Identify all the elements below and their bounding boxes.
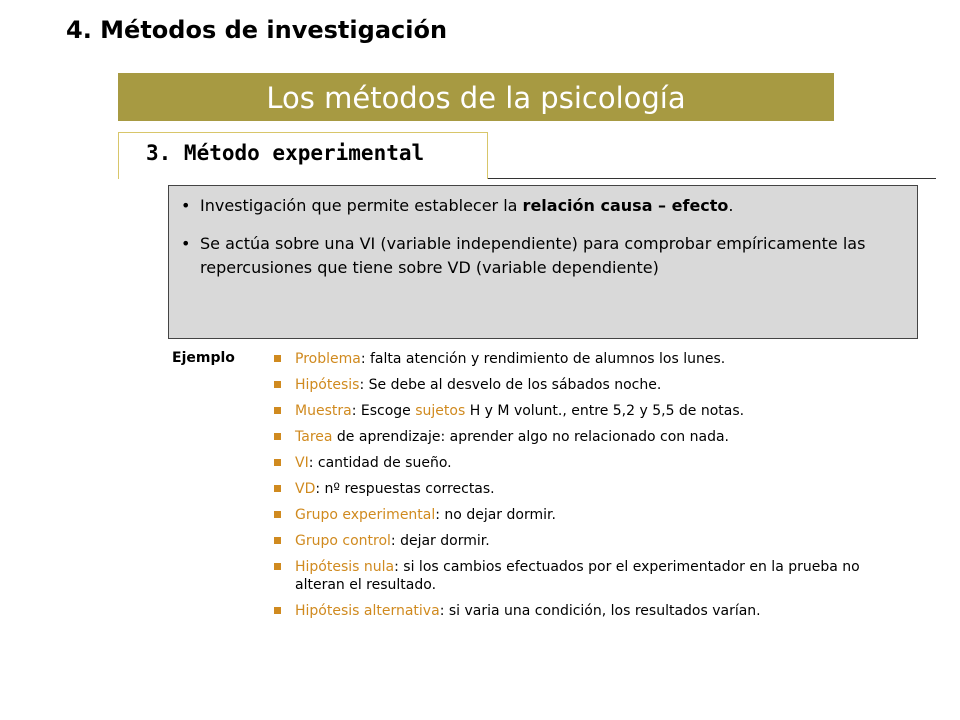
term: Hipótesis bbox=[295, 377, 360, 393]
definition-point-1 bbox=[181, 194, 903, 218]
term: Grupo experimental bbox=[295, 507, 436, 523]
term: Hipótesis nula bbox=[295, 559, 395, 575]
description: : cantidad de sueño. bbox=[308, 455, 452, 471]
square-bullet-icon bbox=[274, 537, 281, 544]
list-item bbox=[272, 350, 912, 368]
subtitle-underline bbox=[488, 178, 936, 179]
term: Muestra bbox=[295, 403, 352, 419]
description: H y M volunt., entre 5,2 y 5,5 de notas. bbox=[465, 403, 745, 419]
definition-point-2 bbox=[181, 232, 903, 280]
square-bullet-icon bbox=[274, 407, 281, 414]
square-bullet-icon bbox=[274, 485, 281, 492]
description: : nº respuestas correctas. bbox=[315, 481, 495, 497]
square-bullet-icon bbox=[274, 563, 281, 570]
square-bullet-icon bbox=[274, 433, 281, 440]
definition-highlight: relación causa – efecto bbox=[522, 196, 729, 215]
term: Tarea bbox=[295, 429, 333, 445]
term: Problema bbox=[295, 351, 361, 367]
square-bullet-icon bbox=[274, 355, 281, 362]
definition-text-1-end: . bbox=[728, 196, 734, 215]
bullet-icon: • bbox=[181, 234, 191, 253]
list-item bbox=[272, 558, 912, 594]
description: : si los cambios efectuados por el experimentador en la prueba no alteran el resultado. bbox=[295, 559, 860, 593]
list-item bbox=[272, 480, 912, 498]
term: VI bbox=[295, 455, 309, 471]
bullet-icon: • bbox=[181, 196, 191, 215]
square-bullet-icon bbox=[274, 459, 281, 466]
section-title: 4. Métodos de investigación bbox=[66, 16, 448, 44]
list-item bbox=[272, 376, 912, 394]
term: sujetos bbox=[415, 403, 466, 419]
term: Grupo control bbox=[295, 533, 391, 549]
definition-text-2: Se actúa sobre una VI (variable independiente) para comprobar empíricamente las repercusiones que tiene sobre VD (variable dependiente) bbox=[200, 234, 866, 277]
list-item bbox=[272, 532, 912, 550]
description: : no dejar dormir. bbox=[435, 507, 556, 523]
square-bullet-icon bbox=[274, 381, 281, 388]
subtitle: 3. Método experimental bbox=[146, 141, 425, 165]
definition-text-1: Investigación que permite establecer la bbox=[200, 196, 523, 215]
list-item bbox=[272, 506, 912, 524]
description: de aprendizaje: aprender algo no relacionado con nada. bbox=[332, 429, 730, 445]
description: : dejar dormir. bbox=[390, 533, 490, 549]
list-item bbox=[272, 454, 912, 472]
term: VD bbox=[295, 481, 316, 497]
term: Hipótesis alternativa bbox=[295, 603, 440, 619]
list-item bbox=[272, 428, 912, 446]
list-item bbox=[272, 402, 912, 420]
description: : falta atención y rendimiento de alumnos los lunes. bbox=[360, 351, 726, 367]
definition-box bbox=[168, 185, 918, 339]
example-list bbox=[272, 350, 912, 628]
description: : Se debe al desvelo de los sábados noche. bbox=[359, 377, 662, 393]
example-label: Ejemplo bbox=[172, 350, 235, 366]
list-item bbox=[272, 602, 912, 620]
description: : si varia una condición, los resultados varían. bbox=[439, 603, 761, 619]
square-bullet-icon bbox=[274, 607, 281, 614]
banner-title: Los métodos de la psicología bbox=[118, 73, 834, 121]
square-bullet-icon bbox=[274, 511, 281, 518]
description: : Escoge bbox=[351, 403, 416, 419]
